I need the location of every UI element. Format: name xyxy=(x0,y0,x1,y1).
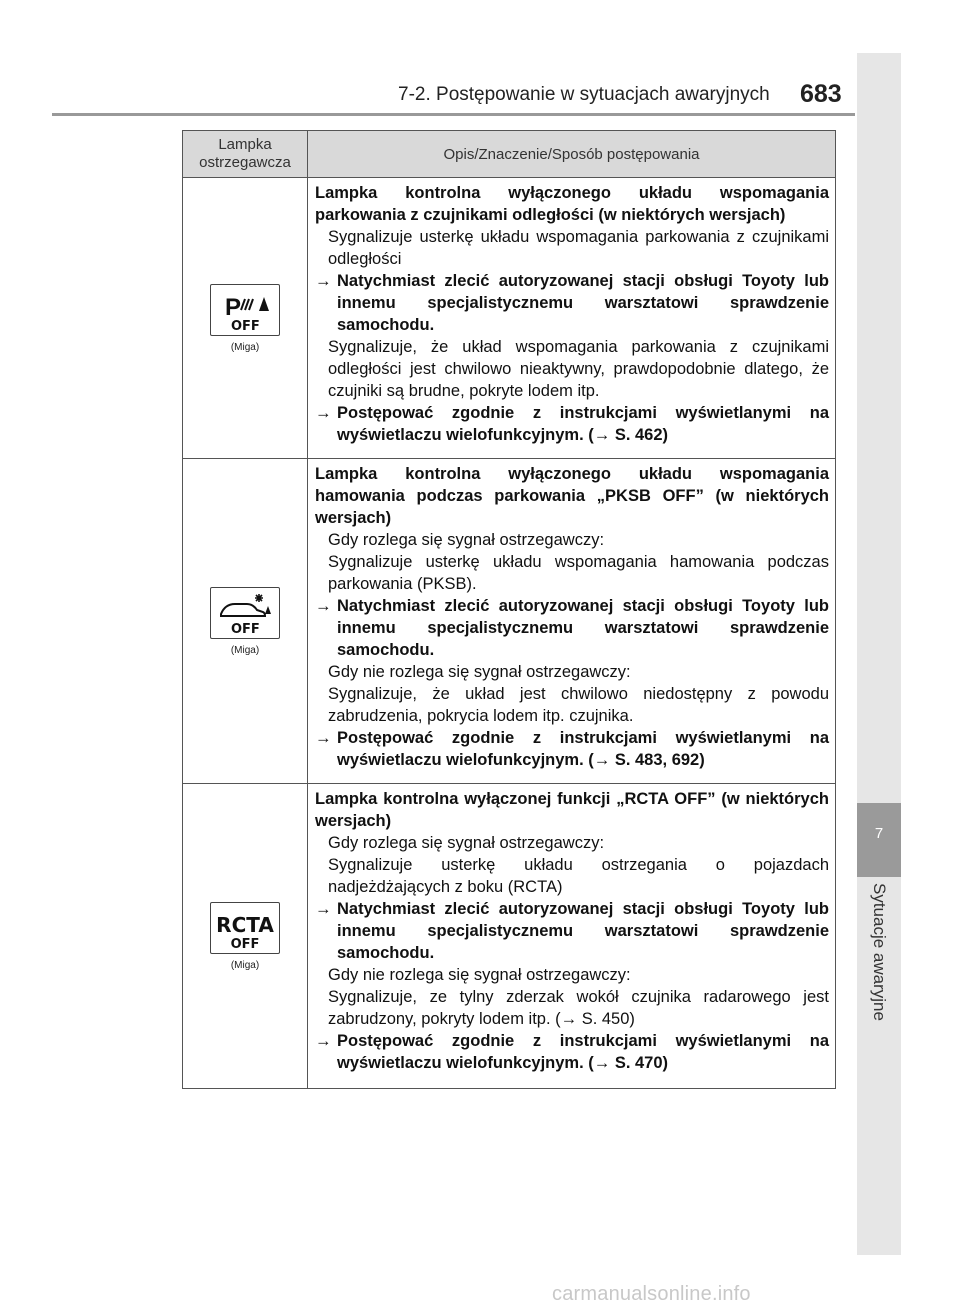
row-text: Sygnalizuje usterkę układu wspomagania hamowania podczas parkowania (PKSB). xyxy=(328,553,829,593)
icon-cell xyxy=(183,459,308,783)
rcta-off-icon xyxy=(210,902,280,954)
table-row xyxy=(183,178,835,459)
action-item xyxy=(315,898,829,964)
row-text: Gdy rozlega się sygnał ostrzegawczy: xyxy=(328,834,605,852)
watermark: carmanualsonline.info xyxy=(552,1283,751,1305)
header-divider xyxy=(52,113,855,116)
header-col1-line1: Lampka xyxy=(218,136,272,153)
icon-cell xyxy=(183,784,308,1088)
table-row xyxy=(183,784,835,1088)
warning-lights-table xyxy=(182,130,836,1089)
svg-text:P: P xyxy=(225,293,242,321)
arrow-icon: → xyxy=(315,1032,332,1050)
action-item xyxy=(315,727,829,771)
header-warning-light xyxy=(183,131,308,177)
row-text: Sygnalizuje usterkę układu ostrzegania o pojazdach nadjeżdżających z boku (RCTA) xyxy=(328,856,829,896)
action-text: Postępować zgodnie z instrukcjami wyświetlanymi na wyświetlaczu wielofunkcyjnym. (→ S. 483, 692) xyxy=(337,729,829,769)
action-item xyxy=(315,595,829,661)
row-title: Lampka kontrolna wyłączonego układu wspomagania parkowania z czujnikami odległości (w niektórych wersjach) xyxy=(315,184,829,224)
arrow-icon: → xyxy=(315,900,332,918)
description-cell xyxy=(308,178,835,458)
icon-cell xyxy=(183,178,308,458)
action-item xyxy=(315,270,829,336)
icon-caption: (Miga) xyxy=(230,644,260,656)
arrow-icon: → xyxy=(315,404,332,422)
row-text: Gdy rozlega się sygnał ostrzegawczy: xyxy=(328,531,605,549)
table-row xyxy=(183,459,835,784)
arrow-icon: → xyxy=(315,597,332,615)
icon-caption: (Miga) xyxy=(230,341,260,353)
svg-text:OFF: OFF xyxy=(231,621,260,637)
header-description: Opis/Znaczenie/Sposób postępowania xyxy=(443,145,700,163)
action-text: Natychmiast zlecić autoryzowanej stacji obsługi Toyoty lub innemu specjalistycznemu warsztatowi sprawdzenie samochodu. xyxy=(337,900,829,962)
action-text: Natychmiast zlecić autoryzowanej stacji obsługi Toyoty lub innemu specjalistycznemu warsztatowi sprawdzenie samochodu. xyxy=(337,597,829,659)
chapter-label-text: Sytuacje awaryjne xyxy=(870,883,889,1021)
action-text: Postępować zgodnie z instrukcjami wyświetlanymi na wyświetlaczu wielofunkcyjnym. (→ S. 462) xyxy=(337,404,829,444)
chapter-number-box xyxy=(857,803,901,877)
pksb-off-icon xyxy=(210,587,280,639)
action-text: Postępować zgodnie z instrukcjami wyświetlanymi na wyświetlaczu wielofunkcyjnym. (→ S. 470) xyxy=(337,1032,829,1072)
row-title: Lampka kontrolna wyłączonego układu wspomagania hamowania podczas parkowania „PKSB OFF” (w niektórych wersjach) xyxy=(315,465,829,527)
row-text: Sygnalizuje, że układ jest chwilowo niedostępny z powodu zabrudzenia, pokrycia lodem itp. czujnika. xyxy=(328,685,829,725)
action-text: Natychmiast zlecić autoryzowanej stacji obsługi Toyoty lub innemu specjalistycznemu warsztatowi sprawdzenie samochodu. xyxy=(337,272,829,334)
action-item xyxy=(315,402,829,446)
page-number: 683 xyxy=(800,80,842,108)
chapter-label xyxy=(857,883,901,1053)
row-text: Sygnalizuje, że układ wspomagania parkowania z czujnikami odległości jest chwilowo nieaktywny, prawdopodobnie dlatego, że czujniki są brudne, pokryte lodem itp. xyxy=(328,338,829,400)
action-item xyxy=(315,1030,829,1074)
svg-text:OFF: OFF xyxy=(231,318,260,334)
table-header xyxy=(183,131,835,178)
row-title: Lampka kontrolna wyłączonej funkcji „RCTA OFF” (w niektórych wersjach) xyxy=(315,790,829,830)
icon-caption: (Miga) xyxy=(230,959,260,971)
description-cell xyxy=(308,784,835,1088)
svg-text:OFF: OFF xyxy=(230,936,260,952)
parking-sensor-off-icon xyxy=(210,284,280,336)
section-title: 7-2. Postępowanie w sytuacjach awaryjnych xyxy=(398,84,770,105)
row-text: Gdy nie rozlega się sygnał ostrzegawczy: xyxy=(328,966,631,984)
chapter-number: 7 xyxy=(874,825,884,842)
row-text: Sygnalizuje, ze tylny zderzak wokół czujnika radarowego jest zabrudzony, pokryty lodem itp. (→ S. 450) xyxy=(328,988,829,1028)
arrow-icon: → xyxy=(315,272,332,290)
header-col1-line2: ostrzegawcza xyxy=(199,154,291,171)
description-cell xyxy=(308,459,835,783)
row-text: Gdy nie rozlega się sygnał ostrzegawczy: xyxy=(328,663,631,681)
svg-text:RCTA: RCTA xyxy=(216,912,274,937)
chapter-side-tab xyxy=(857,53,901,1255)
row-text: Sygnalizuje usterkę układu wspomagania parkowania z czujnikami odległości xyxy=(328,228,829,268)
arrow-icon: → xyxy=(315,729,332,747)
